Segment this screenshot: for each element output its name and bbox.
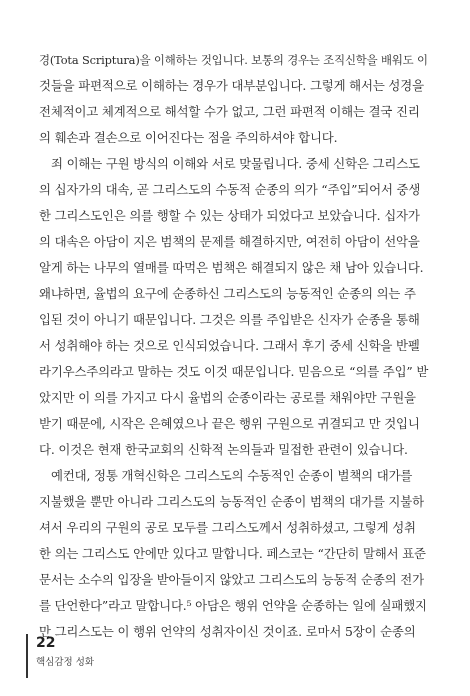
body-line: 의 십자가의 대속, 곧 그리스도의 수동적 순종의 의가 “주입”되어서 중생: [39, 182, 421, 197]
body-line: 를 단언한다”라고 말합니다.⁵ 아담은 행위 언약을 순종하는 일에 실패했지: [39, 598, 427, 613]
paragraph-start-line: 죄 이해는 구원 방식의 이해와 서로 맞물립니다. 중세 신학은 그리스도: [51, 156, 420, 171]
body-line: 한 그리스도인은 의를 행할 수 있는 상태가 되었다고 보았습니다. 십자가: [39, 208, 420, 223]
body-line: 의 대속은 아담이 지은 범책의 문제를 해결하지만, 여전히 아담이 선악을: [39, 234, 420, 249]
body-line: 것들을 파편적으로 이해하는 경우가 대부분입니다. 그렇게 해서는 성경을: [39, 78, 424, 93]
footer-rule: [26, 634, 28, 678]
paragraph-start-line: 예컨대, 정통 개혁신학은 그리스도의 수동적인 순종이 벌책의 대가를: [51, 468, 413, 483]
body-line: 알게 하는 나무의 열매를 따먹은 범책은 해결되지 않은 채 남아 있습니다.: [39, 260, 424, 275]
body-line: 의 훼손과 결손으로 이어진다는 점을 주의하셔야 합니다.: [39, 130, 338, 145]
body-line: 다. 이것은 현재 한국교회의 신학적 논의들과 밀접한 관련이 있습니다.: [39, 442, 408, 457]
page-footer: [26, 634, 146, 678]
body-line: 한 의는 그리스도 안에만 있다고 말합니다. 페스코는 “간단히 말해서 표준: [39, 546, 426, 561]
body-line: 지불했을 뿐만 아니라 그리스도의 능동적인 순종이 범책의 대가를 지불하: [39, 494, 424, 509]
body-line: 입된 것이 아니기 때문입니다. 그것은 의를 주입받은 신자가 순종을 통해: [39, 312, 420, 327]
body-line: 문서는 소수의 입장을 받아들이지 않았고 그리스도의 능동적 순종의 전가: [39, 572, 424, 587]
body-line: 셔서 우리의 구원의 공로 모두를 그리스도께서 성취하셨고, 그렇게 성취: [39, 520, 416, 535]
page-number: 22: [36, 635, 56, 651]
body-line: 았지만 이 의를 가지고 다시 율법의 순종이라는 공로를 채워야만 구원을: [39, 390, 416, 405]
body-line: 받기 때문에, 시작은 은혜였으나 끝은 행위 구원으로 귀결되고 만 것입니: [39, 416, 420, 431]
body-line: 경(Tota Scriptura)을 이해하는 것입니다. 보통의 경우는 조직신학을 배워도 이: [39, 53, 428, 67]
body-line: 만 그리스도는 이 행위 언약의 성취자이신 것이죠. 로마서 5장이 순종의: [39, 624, 416, 639]
running-title: 핵심감정 성화: [36, 657, 95, 668]
body-line: 라기우스주의라고 말하는 것도 이것 때문입니다. 믿음으로 “의를 주입” 받: [39, 364, 429, 379]
body-line: 왜냐하면, 율법의 요구에 순종하신 그리스도의 능동적인 순종의 의는 주: [39, 286, 416, 301]
body-line: 서 성취해야 하는 것으로 인식되었습니다. 그래서 후기 중세 신학을 반펠: [39, 338, 420, 353]
body-line: 전체적이고 체계적으로 해석할 수가 없고, 그런 파편적 이해는 결국 진리: [39, 104, 420, 119]
